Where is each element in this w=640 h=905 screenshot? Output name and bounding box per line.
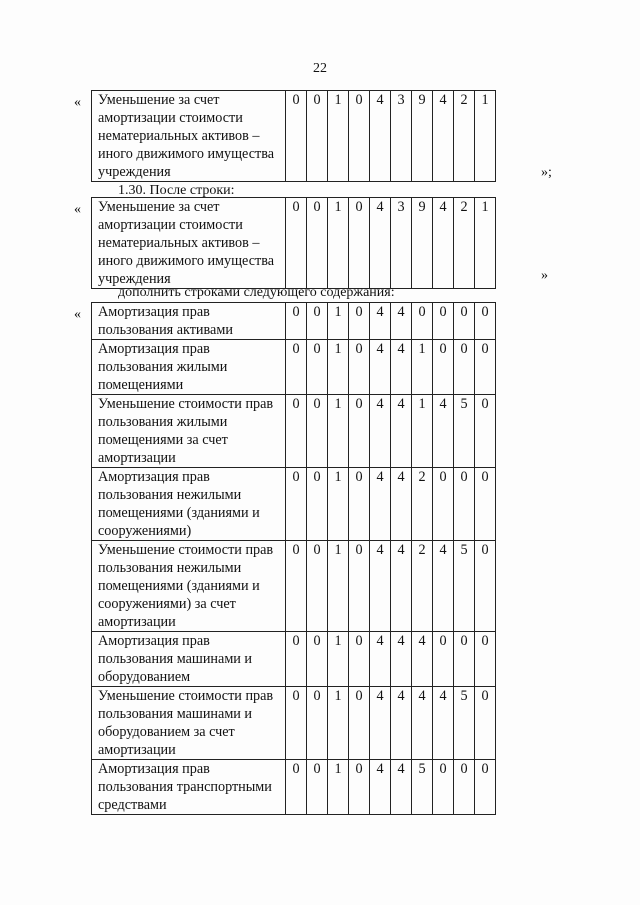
code-digit: 2 [454,91,475,182]
code-digit: 0 [286,687,307,760]
code-digit: 0 [307,340,328,395]
code-digit: 0 [286,198,307,289]
code-digit: 4 [433,395,454,468]
code-digit: 5 [454,687,475,760]
code-digit: 0 [349,395,370,468]
code-digit: 0 [454,632,475,687]
code-digit: 0 [307,91,328,182]
code-digit: 4 [370,91,391,182]
code-digit: 4 [370,687,391,760]
code-digit: 9 [412,91,433,182]
code-digit: 0 [349,198,370,289]
row-label: Уменьшение стоимости прав пользования машинами и оборудованием за счет амортизации [92,687,286,760]
row-label: Амортизация прав пользования машинами и оборудованием [92,632,286,687]
code-table-1 [91,90,496,182]
instruction-add-rows: дополнить строками следующего содержания: [118,285,395,300]
table-row [92,91,496,182]
code-digit: 1 [328,395,349,468]
code-digit: 1 [328,687,349,760]
row-label: Уменьшение стоимости прав пользования нежилыми помещениями (зданиями и сооружениями) за счет амортизации [92,541,286,632]
table-row [92,760,496,815]
code-digit: 5 [454,541,475,632]
code-digit: 0 [286,541,307,632]
code-digit: 0 [349,303,370,340]
row-label: Амортизация прав пользования нежилыми помещениями (зданиями и сооружениями) [92,468,286,541]
open-quote: « [74,95,81,110]
code-digit: 1 [328,303,349,340]
code-digit: 4 [412,687,433,760]
code-digit: 0 [307,760,328,815]
table-row [92,198,496,289]
code-digit: 4 [370,541,391,632]
code-digit: 0 [475,687,496,760]
code-digit: 0 [286,468,307,541]
code-digit: 2 [454,198,475,289]
code-digit: 1 [328,340,349,395]
close-quote: » [541,268,548,283]
code-digit: 0 [307,541,328,632]
code-digit: 0 [349,541,370,632]
code-digit: 4 [433,541,454,632]
code-digit: 0 [349,632,370,687]
code-digit: 1 [328,198,349,289]
code-digit: 0 [454,760,475,815]
code-digit: 4 [391,340,412,395]
code-digit: 0 [475,760,496,815]
row-label: Амортизация прав пользования жилыми помещениями [92,340,286,395]
page-number: 22 [313,61,327,76]
code-digit: 0 [307,687,328,760]
code-digit: 4 [370,468,391,541]
row-label: Уменьшение за счет амортизации стоимости нематериальных активов – иного движимого имущества учреждения [92,198,286,289]
code-digit: 0 [433,632,454,687]
code-digit: 0 [307,468,328,541]
code-digit: 4 [391,632,412,687]
open-quote: « [74,307,81,322]
code-digit: 0 [475,632,496,687]
code-table-2 [91,197,496,289]
code-digit: 0 [286,395,307,468]
code-digit: 0 [349,340,370,395]
code-digit: 1 [475,198,496,289]
table-row [92,541,496,632]
code-digit: 1 [475,91,496,182]
code-digit: 0 [412,303,433,340]
code-digit: 0 [433,303,454,340]
code-digit: 4 [391,395,412,468]
code-table-3 [91,302,496,815]
code-digit: 0 [475,340,496,395]
code-digit: 1 [328,541,349,632]
code-digit: 0 [475,303,496,340]
code-digit: 0 [454,303,475,340]
code-digit: 1 [328,760,349,815]
table-row [92,468,496,541]
code-digit: 2 [412,468,433,541]
row-label: Амортизация прав пользования активами [92,303,286,340]
code-digit: 4 [370,395,391,468]
code-digit: 1 [328,91,349,182]
table-row [92,340,496,395]
code-digit: 1 [412,340,433,395]
code-digit: 0 [349,91,370,182]
code-digit: 0 [433,468,454,541]
code-digit: 0 [433,340,454,395]
table-row [92,395,496,468]
code-digit: 5 [412,760,433,815]
table-row [92,303,496,340]
code-digit: 0 [349,468,370,541]
code-digit: 0 [475,468,496,541]
code-digit: 0 [349,760,370,815]
close-quote: »; [541,165,552,180]
code-digit: 4 [370,760,391,815]
code-digit: 0 [454,468,475,541]
code-digit: 5 [454,395,475,468]
open-quote: « [74,202,81,217]
code-digit: 0 [475,395,496,468]
code-digit: 0 [286,632,307,687]
code-digit: 4 [433,198,454,289]
code-digit: 3 [391,91,412,182]
code-digit: 0 [307,198,328,289]
code-digit: 4 [391,687,412,760]
code-digit: 1 [328,632,349,687]
code-digit: 4 [412,632,433,687]
code-digit: 4 [391,303,412,340]
code-digit: 9 [412,198,433,289]
code-digit: 0 [475,541,496,632]
code-digit: 0 [349,687,370,760]
code-digit: 0 [286,303,307,340]
table-row [92,687,496,760]
code-digit: 0 [286,340,307,395]
code-digit: 4 [370,198,391,289]
code-digit: 4 [370,340,391,395]
code-digit: 4 [433,687,454,760]
code-digit: 0 [307,303,328,340]
row-label: Уменьшение за счет амортизации стоимости нематериальных активов – иного движимого имущества учреждения [92,91,286,182]
code-digit: 4 [391,760,412,815]
code-digit: 0 [286,91,307,182]
code-digit: 0 [433,760,454,815]
row-label: Амортизация прав пользования транспортными средствами [92,760,286,815]
code-digit: 4 [433,91,454,182]
code-digit: 1 [412,395,433,468]
code-digit: 4 [370,303,391,340]
code-digit: 2 [412,541,433,632]
table-row [92,632,496,687]
code-digit: 4 [370,632,391,687]
code-digit: 0 [307,395,328,468]
code-digit: 1 [328,468,349,541]
code-digit: 4 [391,468,412,541]
row-label: Уменьшение стоимости прав пользования жилыми помещениями за счет амортизации [92,395,286,468]
code-digit: 3 [391,198,412,289]
code-digit: 4 [391,541,412,632]
code-digit: 0 [454,340,475,395]
instruction-after-row: 1.30. После строки: [118,183,235,198]
code-digit: 0 [286,760,307,815]
code-digit: 0 [307,632,328,687]
